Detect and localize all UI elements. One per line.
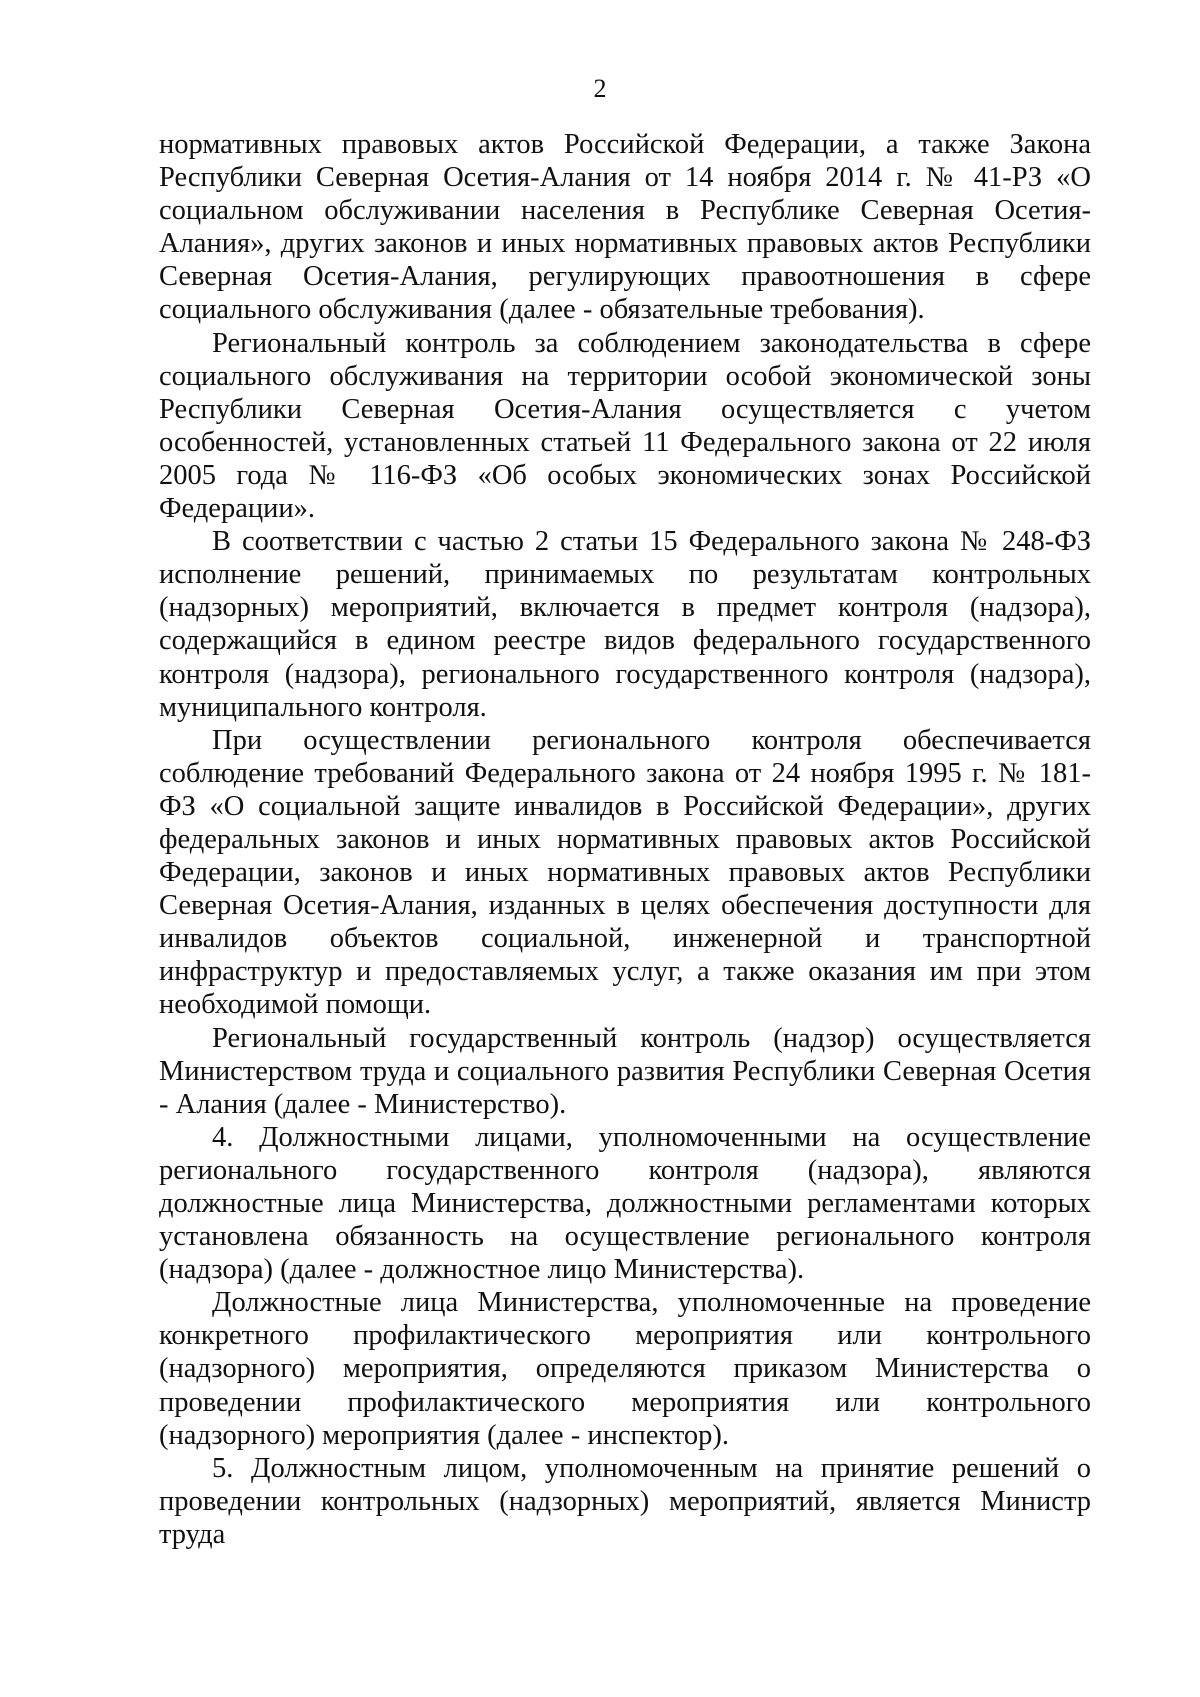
paragraph-5: Региональный государственный контроль (надзор) осуществляется Министерством труда и социального развития Республики Северная Осетия - Алания (далее - Министерство). [159,1022,1091,1120]
paragraph-1: нормативных правовых актов Российской Федерации, а также Закона Республики Северная Осетия-Алания от 14 ноября 2014 г. № 41-РЗ «О социальном обслуживании населения в Республике Северная Осетия-Алания», других законов и иных нормативных правовых актов Республики Северная Осетия-Алания, регулирующих правоотношения в сфере социального обслуживания (далее - обязательные требования). [159,129,1091,326]
paragraph-3: В соответствии с частью 2 статьи 15 Федерального закона № 248-ФЗ исполнение решений, принимаемых по результатам контрольных (надзорных) мероприятий, включается в предмет контроля (надзора), содержащийся в едином реестре видов федерального государственного контроля (надзора), регионального государственного контроля (надзора), муниципального контроля. [159,526,1091,723]
paragraph-8: 5. Должностным лицом, уполномоченным на принятие решений о проведении контрольных (надзорных) мероприятий, является Министр труда [159,1452,1091,1550]
paragraph-4: При осуществлении регионального контроля обеспечивается соблюдение требований Федерального закона от 24 ноября 1995 г. № 181-ФЗ «О социальной защите инвалидов в Российской Федерации», других федеральных законов и иных нормативных правовых актов Российской Федерации, законов и иных нормативных правовых актов Республики Северная Осетия-Алания, изданных в целях обеспечения доступности для инвалидов объектов социальной, инженерной и транспортной инфраструктур и предоставляемых услуг, а также оказания им при этом необходимой помощи. [159,724,1091,1021]
paragraph-6: 4. Должностными лицами, уполномоченными на осуществление регионального государственного контроля (надзора), являются должностные лица Министерства, должностными регламентами которых установлена обязанность на осуществление регионального контроля (надзора) (далее - должностное лицо Министерства). [159,1121,1091,1286]
paragraph-7: Должностные лица Министерства, уполномоченные на проведение конкретного профилактического мероприятия или контрольного (надзорного) мероприятия, определяются приказом Министерства о проведении профилактического мероприятия или контрольного (надзорного) мероприятия (далее - инспектор). [159,1287,1091,1451]
page-number: 2 [593,74,607,103]
paragraph-2: Региональный контроль за соблюдением законодательства в сфере социального обслуживания на территории особой экономической зоны Республики Северная Осетия-Алания осуществляется с учетом особенностей, установленных статьей 11 Федерального закона от 22 июля 2005 года № 116-ФЗ «Об особых экономических зонах Российской Федерации». [159,327,1091,525]
document-body [159,128,1091,1551]
